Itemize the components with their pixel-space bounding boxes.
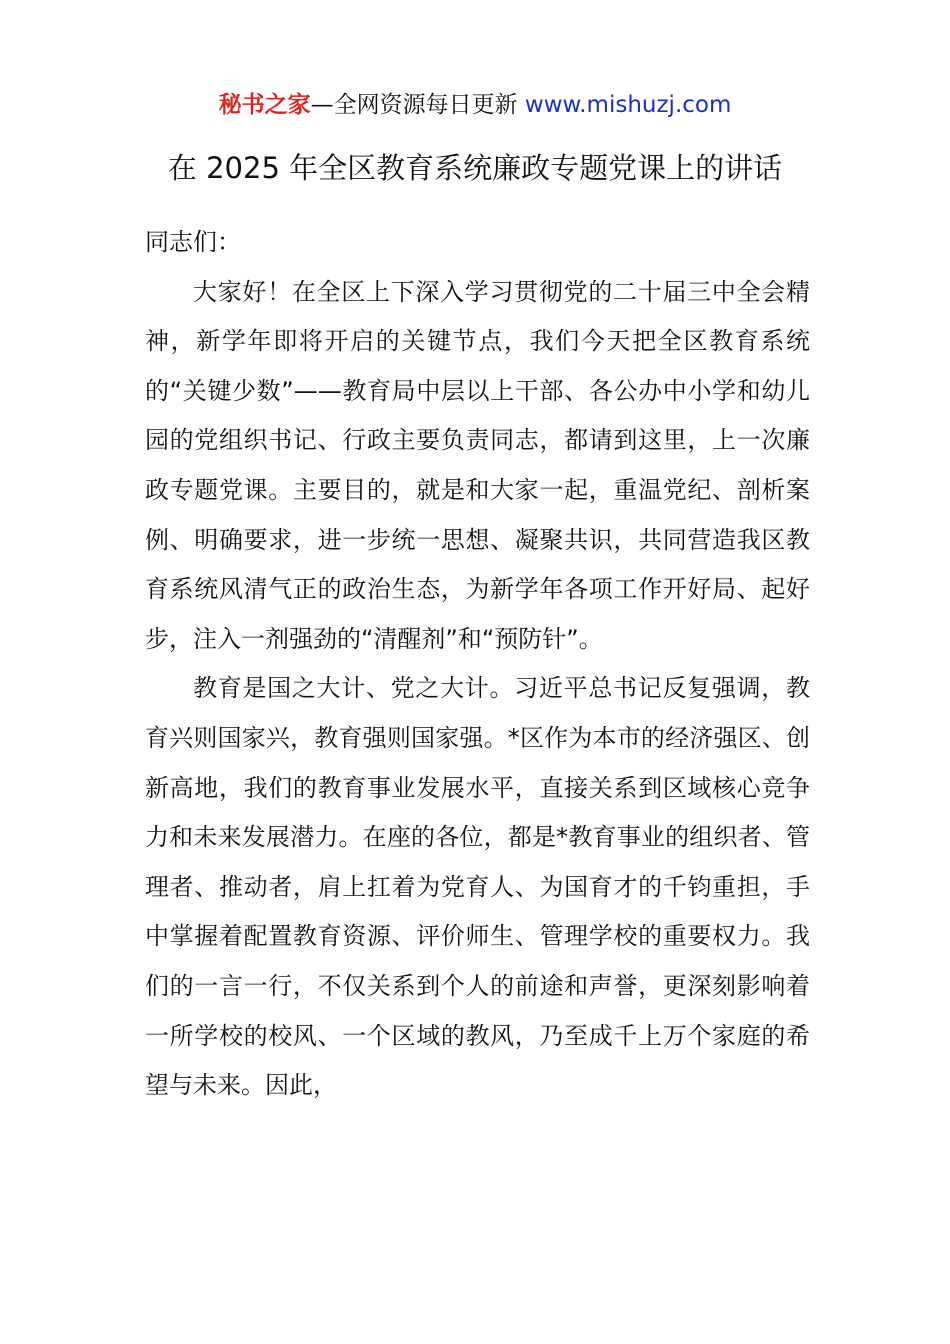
salutation: 同志们：: [145, 228, 241, 256]
document-title: 在 2025 年全区教育系统廉政专题党课上的讲话: [167, 151, 783, 185]
site-tagline: —全网资源每日更新: [310, 92, 525, 118]
body-paragraph: 教育是国之大计、党之大计。习近平总书记反复强调，教育兴则国家兴，教育强则国家强。*区作为本市的经济强区、创新高地，我们的教育事业发展水平，直接关系到区域核心竞争力和未来发展潜力。在座的各位，都是*教育事业的组织者、管理者、推动者，肩上扛着为党育人、为国育才的千钧重担，手中掌握着配置教育资源、评价师生、管理学校的重要权力。我们的一言一行，不仅关系到个人的前途和声誉，更深刻影响着一所学校的校风、一个区域的教风，乃至成千上万个家庭的希望与未来。因此，: [145, 674, 810, 1100]
site-header: [0, 88, 950, 122]
body-paragraph: 大家好！在全区上下深入学习贯彻党的二十届三中全会精神，新学年即将开启的关键节点，我们今天把全区教育系统的“关键少数”——教育局中层以上干部、各公办中小学和幼儿园的党组织书记、行政主要负责同志，都请到这里，上一次廉政专题党课。主要目的，就是和大家一起，重温党纪、剖析案例、明确要求，进一步统一思想、凝聚共识，共同营造我区教育系统风清气正的政治生态，为新学年各项工作开好局、起好步，注入一剂强劲的“清醒剂”和“预防针”。: [145, 277, 810, 653]
site-brand: 秘书之家: [218, 92, 311, 118]
site-url-link[interactable]: www.mishuzj.com: [524, 92, 732, 118]
document-body: [145, 218, 810, 1111]
